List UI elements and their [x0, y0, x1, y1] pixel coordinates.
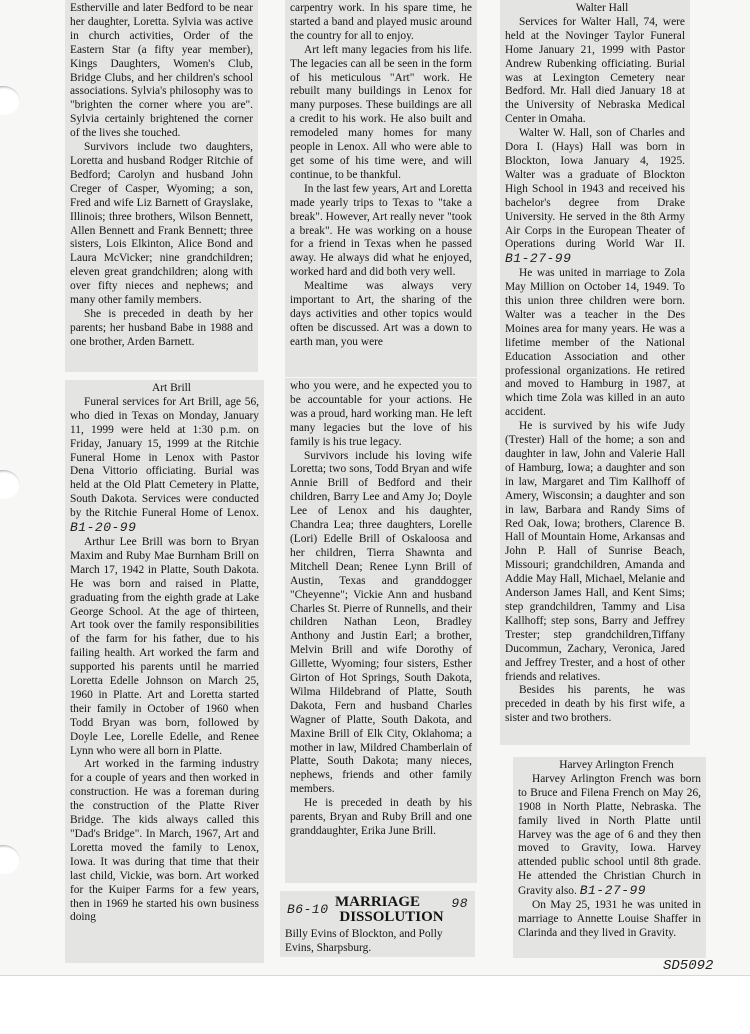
notice-title-line1: MARRIAGE: [335, 894, 420, 910]
binder-hole: [0, 86, 20, 116]
paragraph: Billy Evins of Blockton, and Polly Evins, Sharpsburg.: [285, 928, 443, 954]
paragraph: He is survived by his wife Judy (Trester) Hall of the home; a son and daughter in law, John and Valerie Hall of Hamburg, Iowa; a daughter and son in law, Margaret and Tim Kallhoff of Amery, Wisconsin; a daughter and son in law, Barbara and Randy Sims of Red Oak, Iowa; brothers, Clarence B. Hall of Mountain Home, Arkansas and John P. Hall of Sunrise Beach, Missouri; grandchildren, Amanda and Addie May Hall, Michael, Melanie and Anderson James Hall, and Kent Sims; step grandchildren, Tammy and Lisa Kallhoff; step sons, Barry and Jeffrey Trester; step grandchildren,Tiffany Ducommun, Zachary, Veronica, Jared and Jeffrey Trester, and a host of other friends and relatives.: [505, 420, 685, 683]
obituary-title: Harvey Arlington French: [559, 759, 674, 771]
handwritten-date-note: B1-27-99: [579, 883, 647, 899]
notice-title-line2: DISSOLUTION: [339, 909, 444, 925]
handwritten-note: 98: [451, 896, 468, 911]
paragraph: Survivors include his loving wife Loretta; two sons, Todd Bryan and wife Annie Brill of Bedford and their children, Barry Lee and Amy Jo; Doyle Lee of Lenox and his daughter, Chandra Lea; three daughters, Lorelle (Lori) Edelle Brill of Oskaloosa and her children, Tierra Shawnta and Mitchell Dean; Renee Lynn Brill of Austin, Texas and granddogger "Cheyenne"; Vickie Ann and husband Charles St. Pierre of Runnells, and their children Nathan Leon, Bradley Anthony and Justin Earl; a brother, Melvin Brill and wife Dorothy of Gillette, Wyoming; four sisters, Esther Girton of Hot Springs, South Dakota, Wilma Hildebrand of Platte, South Dakota, Fern and husband Charles Wagner of Platte, South Dakota, and Maxine Brill of Elk City, Oklahoma; a mother in law, Mildred Chamberlain of Platte, South Dakota; many nieces, nephews, friends and other family members.: [290, 449, 472, 796]
page-reference-number: SD5092: [663, 958, 714, 974]
paragraph: [70, 396, 259, 536]
art-brill-continuation-2: [285, 378, 477, 883]
paragraph: Mealtime was always very important to Art, the sharing of the days activities and other topics would often be discussed. Art was a down to earth man, you were: [290, 280, 472, 348]
paragraph-text: Harvey Arlington French was born to Bruce and Filena French on May 26, 1908 in North Platte, Nebraska. The family lived in North Platte until Harvey was the age of 6 and they then moved to Gravity, Iowa. Harvey attended public school until 8th grade. He attended the Christian Church in Gravity also.: [518, 772, 701, 898]
binder-hole: [0, 845, 20, 875]
paragraph: Art worked in the farming industry for a couple of years and then worked in construction. He was a foreman during the construction of the Platte River Bridge. The kids always called this "Dad's Bridge". In March, 1967, Art and Loretta moved the family to Lenox, Iowa. It was during that time that their last child, Vickie, was born. Art worked for the Kuiper Farms for a few years, then in 1969 he started his own business doing: [70, 758, 259, 924]
obituary-title: Walter Hall: [575, 2, 629, 14]
marriage-dissolution-notice: [280, 891, 475, 957]
paragraph: On May 25, 1931 he was united in marriage to Annette Louise Shaffer in Clarinda and they lived in Gravity.: [518, 899, 701, 939]
art-brill-obituary: [65, 380, 264, 963]
paragraph-text: Funeral services for Art Brill, age 56, who died in Texas on Monday, January 11, 1999 were held at 1:30 p.m. on Friday, January 15, 1999 at the Ritchie Funeral Home in Lenox with Pastor Dena Vittorio officiating. Burial was held at the Old Platt Cemetery in Platte, South Dakota. Services were conducted by the Ritchie Funeral Home of Lenox.: [70, 395, 259, 520]
handwritten-date-note: B1-27-99: [505, 251, 572, 267]
paragraph: who you were, and he expected you to be accountable for your actions. He was a proud, hard working man. He left many legacies but the love of his family is his true legacy.: [290, 380, 472, 448]
paragraph: Arthur Lee Brill was born to Bryan Maxim and Ruby Mae Burnham Brill on March 17, 1942 in Platte, South Dakota. He was born and raised in Platte, graduating from the eighth grade at Lake George School. At the age of thirteen, Art took over the family responsibilities of the farm for his father, due to his failing health. Art worked the farm and supported his parents until he married Loretta Edelle Johnson on March 25, 1960 in Platte. Art and Loretta started their family in October of 1960 when Todd Bryan was born, followed by Doyle Lee, Lorelle Edelle, and Renee Lynn who were all born in Platte.: [70, 535, 259, 757]
paragraph: Art left many legacies from his life. The legacies can all be seen in the form of his meticulous "Art" work. He rebuilt many buildings in Lenox for many purposes. These buildings are all a credit to his work. He also built and remodeled many homes for many people in Lenox. All who were able to get some of his time were, and will continue, to be thankful.: [290, 43, 472, 181]
paragraph: [505, 127, 685, 267]
paragraph-text: Walter W. Hall, son of Charles and Dora I. (Hays) Hall was born in Blockton, Iowa January 4, 1925. Walter was a graduate of Blockton High School in 1943 and received his bachelor's degree from Drake University. He served in the 8th Army Air Corps in the European Theater of Operations during World War II.: [505, 127, 685, 251]
paragraph: Services for Walter Hall, 74, were held at the Novinger Taylor Funeral Home January 21, 1999 with Pastor Andrew Rubenking officiating. Burial was at Lexington Cemetery near Bedford. Mr. Hall died January 18 at the University of Nebraska Medical Center in Omaha.: [505, 15, 685, 126]
art-brill-continuation: [285, 0, 477, 377]
paragraph: In the last few years, Art and Loretta made yearly trips to Texas to "take a break". However, Art really never "took a break". He was working on a house for a friend in Texas when he passed away. He always did what he enjoyed, worked hard and did both very well.: [290, 182, 472, 279]
paragraph: Estherville and later Bedford to be near her daughter, Loretta. Sylvia was active in church activities, Order of the Eastern Star (a fifty year member), Kings Daughters, Women's Club, Bridge Clubs, and her children's school associations. Sylvia's philosophy was to "brighten the corner where you are". Sylvia certainly brightened the corner of the lives she touched.: [70, 2, 253, 140]
handwritten-date-note: B1-20-99: [70, 520, 137, 536]
paragraph: Besides his parents, he was preceded in death by his first wife, a sister and two brothers.: [505, 684, 685, 725]
paragraph: He was united in marriage to Zola May Million on October 14, 1949. To this union three children were born. Walter was a teacher in the Des Moines area for many years. He was a lifetime member of the National Education Association and other professional organizations. He retired and moved to Hamburg in 1987, at which time Zola was killed in an auto accident.: [505, 267, 685, 419]
sylvia-obituary-continuation: [65, 0, 258, 372]
binder-hole: [0, 470, 20, 500]
paragraph: [518, 773, 701, 899]
harvey-french-obituary: [513, 757, 706, 958]
obituary-title: Art Brill: [152, 382, 191, 394]
blank-margin: [0, 975, 750, 1034]
handwritten-date-note: B6-10: [287, 902, 329, 917]
paragraph: Survivors include two daughters, Loretta and husband Rodger Ritchie of Bedford; Carolyn and husband John Creger of Casper, Wyoming; a son, Fred and wife Liz Barnett of Grayslake, Illinois; three brothers, Wilson Bennett, Allen Bennett and Frank Bennett; three sisters, Lois Elkinton, Alice Bond and Laura McVicker; nine grandchildren; eleven great grandchildren; along with over fifty nieces and nephews; and many other family members.: [70, 141, 253, 307]
notice-heading: [285, 895, 470, 925]
walter-hall-obituary: [500, 0, 690, 745]
paragraph: She is preceded in death by her parents; her husband Babe in 1988 and one brother, Arden Barnett.: [70, 307, 253, 348]
paragraph: He is preceded in death by his parents, Bryan and Ruby Brill and one granddaughter, Erika June Brill.: [290, 797, 472, 837]
paragraph: carpentry work. In his spare time, he started a band and played music around the country for all to enjoy.: [290, 2, 472, 42]
